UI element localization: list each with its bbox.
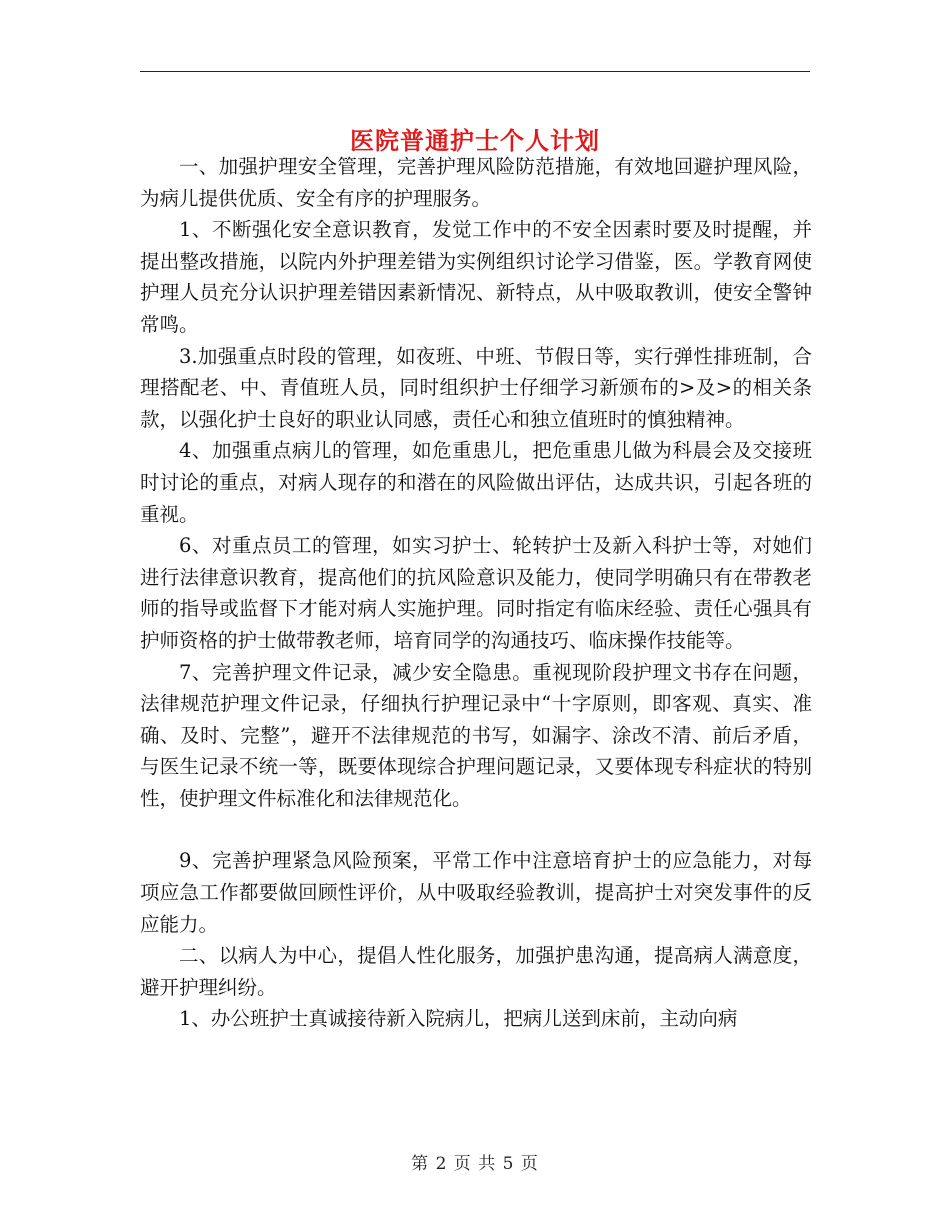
paragraph-item-4: 4、加强重点病儿的管理，如危重患儿，把危重患儿做为科晨会及交接班时讨论的重点，对病人现存的和潜在的风险做出评估，达成共识，引起各班的重视。 (140, 439, 812, 526)
header-rule (140, 71, 810, 72)
paragraph-item-6: 6、对重点员工的管理，如实习护士、轮转护士及新入科护士等，对她们进行法律意识教育，提高他们的抗风险意识及能力，使同学明确只有在带教老师的指导或监督下才能对病人实施护理。同时指定有临床经验、责任心强具有护师资格的护士做带教老师，培育同学的沟通技巧、临床操作技能等。 (140, 534, 812, 652)
paragraph-item-1: 1、不断强化安全意识教育，发觉工作中的不安全因素时要及时提醒，并提出整改措施，以院内外护理差错为实例组织讨论学习借鉴，医。学教育网使护理人员充分认识护理差错因素新情况、新特点，从中吸取教训，使安全警钟常鸣。 (140, 218, 812, 336)
paragraph-section-2-intro: 二、以病人为中心，提倡人性化服务，加强护患沟通，提高病人满意度，避开护理纠纷。 (140, 944, 812, 999)
paragraph-item-9: 9、完善护理紧急风险预案，平常工作中注意培育护士的应急能力，对每项应急工作都要做回顾性评价，从中吸取经验教训，提高护士对突发事件的反应能力。 (140, 849, 812, 936)
paragraph-section-1-intro: 一、加强护理安全管理，完善护理风险防范措施，有效地回避护理风险，为病儿提供优质、安全有序的护理服务。 (140, 155, 812, 210)
paragraph-item-3: 3.加强重点时段的管理，如夜班、中班、节假日等，实行弹性排班制，合理搭配老、中、青值班人员，同时组织护士仔细学习新颁布的>及>的相关条款，以强化护士良好的职业认同感，责任心和独立值班时的慎独精神。 (140, 344, 812, 431)
page-number-footer: 第 2 页 共 5 页 (411, 1154, 539, 1174)
paragraph-section-2-item-1: 1、办公班护士真诚接待新入院病儿，把病儿送到床前，主动向病 (179, 1007, 738, 1031)
paragraph-item-7: 7、完善护理文件记录，减少安全隐患。重视现阶段护理文书存在问题，法律规范护理文件记录，仔细执行护理记录中“十字原则，即客观、真实、准确、及时、完整”，避开不法律规范的书写，如漏字、涂改不清、前后矛盾，与医生记录不统一等，既要体现综合护理问题记录，又要体现专科症状的特别性，使护理文件标准化和法律规范化。 (140, 660, 812, 810)
document-title: 医院普通护士个人计划 (350, 126, 600, 156)
document-body (140, 151, 812, 1035)
